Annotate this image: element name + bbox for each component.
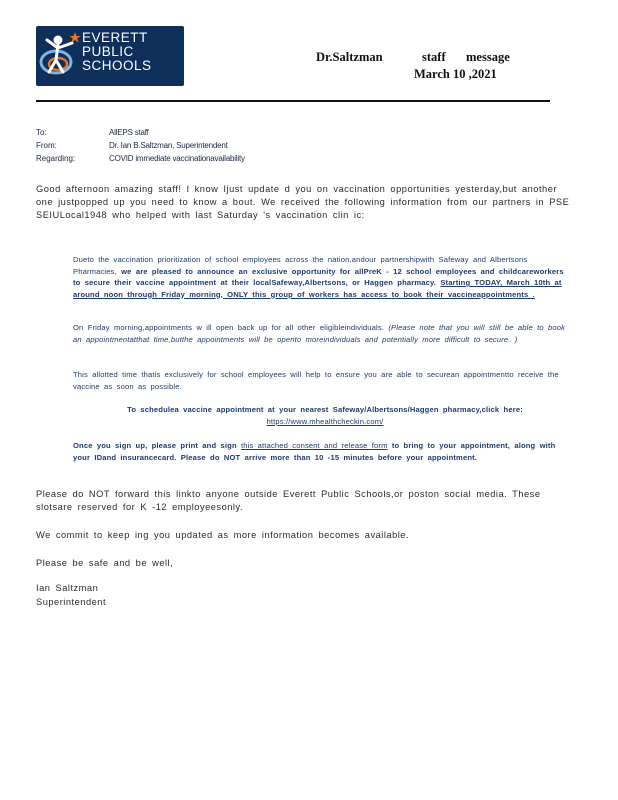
quote-p1-a: Dueto the vaccination prioritization of school employees across the nation,andour partnershipwith Safeway and Albertsons Pharmacies, bbox=[73, 255, 528, 276]
logo-wordmark bbox=[82, 31, 152, 73]
meta-regarding-label: Regarding: bbox=[36, 154, 76, 163]
header-date: March 10 ,2021 bbox=[414, 67, 497, 81]
district-logo bbox=[36, 26, 184, 86]
meta-regarding bbox=[36, 154, 336, 167]
quote-paragraph-3: This allotted time thatis exclusively for school employees will help to ensure you are able to securean appointmentto receive the vaccine as soon as possible. bbox=[73, 370, 559, 391]
logo-line-3: SCHOOLS bbox=[82, 58, 152, 73]
quote-p5-a: Once you sign up, please print and sign bbox=[73, 441, 237, 450]
consent-form-link[interactable]: this attached consent and release form bbox=[241, 441, 388, 450]
header-word-message: message bbox=[466, 50, 510, 64]
meta-to-value: AllEPS staff bbox=[109, 128, 149, 137]
memo-meta bbox=[36, 128, 336, 167]
quote-paragraph-2 bbox=[73, 322, 573, 345]
quote-paragraph-4 bbox=[90, 404, 560, 427]
quote-p1-c: Starting TODAY, March 10th at around noon through Friday morning, ONLY this group of workers has access to book their vaccineappointments . bbox=[73, 278, 562, 299]
meta-regarding-value: COVID immediate vaccinationavailability bbox=[109, 154, 245, 163]
quote-paragraph-1 bbox=[73, 254, 573, 300]
closing-forward-paragraph: Please do NOT forward this linkto anyone outside Everett Public Schools,or poston social media. These slotsare reserved for K -12 employeesonly. bbox=[36, 489, 541, 512]
meta-to-label: To: bbox=[36, 128, 47, 137]
header-title bbox=[316, 50, 510, 65]
quote-p2-b: (Please note that you will still be able to book an appointmentatthat time,butthe appointments will be opento moreindividuals and potentially more difficult to secure. ) bbox=[73, 323, 566, 344]
quote-p4: To schedulea vaccine appointment at your nearest Safeway/Albertsons/Haggen pharmacy,click here: bbox=[127, 405, 523, 414]
header-name: Dr.Saltzman bbox=[316, 50, 383, 64]
quote-p2-a: On Friday morning,appointments w ill open back up for all other eligibleindividuals. bbox=[73, 323, 385, 332]
meta-from-value: Dr. Ian B.Saltzman, Superintendent bbox=[109, 141, 228, 150]
logo-figure-icon bbox=[38, 28, 82, 84]
closing-commit-paragraph: We commit to keep ing you updated as more information becomes available. bbox=[36, 530, 410, 540]
signature-name: Ian Saltzman bbox=[36, 583, 99, 593]
logo-line-2: PUBLIC bbox=[82, 44, 134, 59]
quote-p5-b: to bring to your appointment, along with your IDand insurancecard. Please do NOT arrive more than 10 -15 minutes before your appointment. bbox=[73, 441, 556, 462]
meta-from-label: From: bbox=[36, 141, 57, 150]
vaccine-booking-link[interactable]: https://www.mhealthcheckin.com/ bbox=[266, 416, 384, 426]
signature-title: Superintendent bbox=[36, 597, 107, 607]
logo-line-1: EVERETT bbox=[82, 30, 148, 45]
header-word-staff: staff bbox=[422, 50, 446, 64]
meta-from bbox=[36, 141, 336, 154]
closing-safe-paragraph: Please be safe and be well, bbox=[36, 558, 174, 568]
header-divider bbox=[36, 100, 550, 102]
intro-paragraph: Good afternoon amazing staff! I know Ijust update d you on vaccination opportunities yesterday,but another one justpopped up you need to know a bout. We received the following information from our partners in PSE SEIULocal1948 who helped with last Saturday 's vaccination clin ic: bbox=[36, 184, 570, 220]
quote-paragraph-5 bbox=[73, 440, 573, 463]
meta-to bbox=[36, 128, 336, 141]
quote-p1-b: we are pleased to announce an exclusive opportunity for allPreK - 12 school employees and childcareworkers to secure their vaccine appointment at their localSafeway,Albertsons, or Haggen pharmacy. bbox=[73, 266, 564, 287]
